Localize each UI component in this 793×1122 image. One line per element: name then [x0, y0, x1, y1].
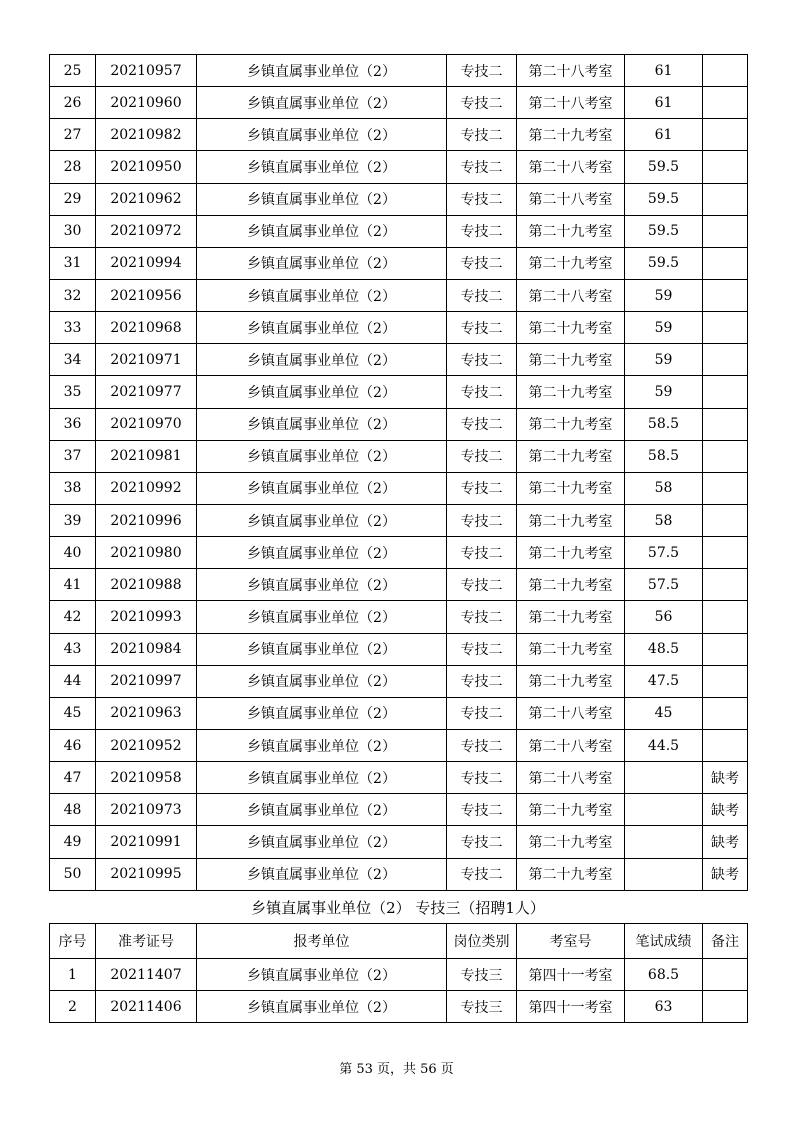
ticket-number-cell: 20210963	[96, 697, 197, 729]
ticket-number-cell: 20210960	[96, 87, 197, 119]
serial-cell: 38	[50, 472, 96, 504]
ticket-number-cell: 20210957	[96, 55, 197, 87]
ticket-number-cell: 20210994	[96, 247, 197, 279]
serial-cell: 29	[50, 183, 96, 215]
serial-cell: 1	[50, 959, 96, 991]
note-cell	[703, 504, 748, 536]
score-cell: 44.5	[625, 729, 703, 761]
note-cell	[703, 959, 748, 991]
note-cell	[703, 247, 748, 279]
note-cell: 缺考	[703, 762, 748, 794]
category-cell: 专技三	[447, 959, 517, 991]
ticket-number-cell: 20210981	[96, 440, 197, 472]
score-cell: 59	[625, 344, 703, 376]
score-cell	[625, 858, 703, 890]
table-row	[50, 858, 748, 890]
category-cell: 专技二	[447, 729, 517, 761]
category-cell: 专技二	[447, 119, 517, 151]
header-category: 岗位类别	[447, 924, 517, 959]
score-cell: 57.5	[625, 569, 703, 601]
table-row	[50, 794, 748, 826]
room-cell: 第二十九考室	[517, 569, 625, 601]
note-cell	[703, 55, 748, 87]
score-cell	[625, 794, 703, 826]
serial-cell: 40	[50, 537, 96, 569]
room-cell: 第四十一考室	[517, 991, 625, 1023]
unit-cell: 乡镇直属事业单位（2）	[197, 408, 447, 440]
room-cell: 第二十九考室	[517, 376, 625, 408]
category-cell: 专技二	[447, 55, 517, 87]
room-cell: 第二十八考室	[517, 183, 625, 215]
unit-cell: 乡镇直属事业单位（2）	[197, 569, 447, 601]
table-row	[50, 665, 748, 697]
note-cell	[703, 569, 748, 601]
category-cell: 专技二	[447, 151, 517, 183]
serial-cell: 30	[50, 215, 96, 247]
room-cell: 第二十九考室	[517, 601, 625, 633]
note-cell	[703, 344, 748, 376]
note-cell	[703, 215, 748, 247]
serial-cell: 31	[50, 247, 96, 279]
room-cell: 第二十八考室	[517, 762, 625, 794]
ticket-number-cell: 20210988	[96, 569, 197, 601]
unit-cell: 乡镇直属事业单位（2）	[197, 697, 447, 729]
score-cell: 59.5	[625, 151, 703, 183]
serial-cell: 36	[50, 408, 96, 440]
room-cell: 第二十八考室	[517, 151, 625, 183]
score-cell: 45	[625, 697, 703, 729]
unit-cell: 乡镇直属事业单位（2）	[197, 826, 447, 858]
results-table-tech3	[49, 923, 748, 1023]
note-cell	[703, 183, 748, 215]
unit-cell: 乡镇直属事业单位（2）	[197, 55, 447, 87]
table-row	[50, 959, 748, 991]
table-row	[50, 826, 748, 858]
serial-cell: 39	[50, 504, 96, 536]
score-cell: 59	[625, 312, 703, 344]
ticket-number-cell: 20210996	[96, 504, 197, 536]
note-cell	[703, 991, 748, 1023]
unit-cell: 乡镇直属事业单位（2）	[197, 87, 447, 119]
serial-cell: 42	[50, 601, 96, 633]
unit-cell: 乡镇直属事业单位（2）	[197, 279, 447, 311]
ticket-number-cell: 20210950	[96, 151, 197, 183]
unit-cell: 乡镇直属事业单位（2）	[197, 959, 447, 991]
category-cell: 专技二	[447, 826, 517, 858]
note-cell	[703, 87, 748, 119]
ticket-number-cell: 20210992	[96, 472, 197, 504]
serial-cell: 46	[50, 729, 96, 761]
unit-cell: 乡镇直属事业单位（2）	[197, 858, 447, 890]
table-row	[50, 504, 748, 536]
unit-cell: 乡镇直属事业单位（2）	[197, 729, 447, 761]
score-cell: 61	[625, 119, 703, 151]
score-cell: 58	[625, 504, 703, 536]
category-cell: 专技三	[447, 991, 517, 1023]
room-cell: 第四十一考室	[517, 959, 625, 991]
category-cell: 专技二	[447, 312, 517, 344]
room-cell: 第二十八考室	[517, 729, 625, 761]
note-cell	[703, 312, 748, 344]
category-cell: 专技二	[447, 504, 517, 536]
score-cell: 47.5	[625, 665, 703, 697]
table-row	[50, 119, 748, 151]
table-row	[50, 537, 748, 569]
unit-cell: 乡镇直属事业单位（2）	[197, 794, 447, 826]
score-cell: 59	[625, 279, 703, 311]
page-footer: 第 53 页，共 56 页	[339, 1062, 454, 1077]
serial-cell: 43	[50, 633, 96, 665]
serial-cell: 37	[50, 440, 96, 472]
results-table-body	[50, 959, 748, 1023]
category-cell: 专技二	[447, 569, 517, 601]
serial-cell: 41	[50, 569, 96, 601]
note-cell	[703, 119, 748, 151]
room-cell: 第二十九考室	[517, 247, 625, 279]
results-table-body	[50, 55, 748, 891]
score-cell: 58.5	[625, 440, 703, 472]
serial-cell: 48	[50, 794, 96, 826]
note-cell	[703, 665, 748, 697]
table-row	[50, 991, 748, 1023]
unit-cell: 乡镇直属事业单位（2）	[197, 601, 447, 633]
room-cell: 第二十九考室	[517, 537, 625, 569]
ticket-number-cell: 20210972	[96, 215, 197, 247]
room-cell: 第二十九考室	[517, 472, 625, 504]
score-cell: 68.5	[625, 959, 703, 991]
note-cell: 缺考	[703, 794, 748, 826]
note-cell: 缺考	[703, 858, 748, 890]
room-cell: 第二十九考室	[517, 794, 625, 826]
note-cell	[703, 408, 748, 440]
room-cell: 第二十九考室	[517, 826, 625, 858]
unit-cell: 乡镇直属事业单位（2）	[197, 183, 447, 215]
unit-cell: 乡镇直属事业单位（2）	[197, 762, 447, 794]
note-cell	[703, 697, 748, 729]
unit-cell: 乡镇直属事业单位（2）	[197, 247, 447, 279]
unit-cell: 乡镇直属事业单位（2）	[197, 665, 447, 697]
note-cell	[703, 537, 748, 569]
ticket-number-cell: 20210968	[96, 312, 197, 344]
header-note: 备注	[703, 924, 748, 959]
unit-cell: 乡镇直属事业单位（2）	[197, 312, 447, 344]
category-cell: 专技二	[447, 183, 517, 215]
table-row	[50, 344, 748, 376]
header-ticket-number: 准考证号	[96, 924, 197, 959]
serial-cell: 49	[50, 826, 96, 858]
table-row	[50, 151, 748, 183]
serial-cell: 28	[50, 151, 96, 183]
serial-cell: 2	[50, 991, 96, 1023]
category-cell: 专技二	[447, 87, 517, 119]
score-cell: 61	[625, 55, 703, 87]
header-serial: 序号	[50, 924, 96, 959]
serial-cell: 50	[50, 858, 96, 890]
table-row	[50, 312, 748, 344]
table-row	[50, 55, 748, 87]
table-header-row	[50, 924, 748, 959]
score-cell: 59.5	[625, 183, 703, 215]
room-cell: 第二十九考室	[517, 119, 625, 151]
category-cell: 专技二	[447, 633, 517, 665]
table-row	[50, 87, 748, 119]
table-row	[50, 633, 748, 665]
ticket-number-cell: 20210971	[96, 344, 197, 376]
note-cell	[703, 729, 748, 761]
note-cell	[703, 472, 748, 504]
category-cell: 专技二	[447, 697, 517, 729]
table-row	[50, 215, 748, 247]
note-cell	[703, 440, 748, 472]
category-cell: 专技二	[447, 247, 517, 279]
category-cell: 专技二	[447, 601, 517, 633]
note-cell	[703, 279, 748, 311]
score-cell: 59.5	[625, 247, 703, 279]
ticket-number-cell: 20211406	[96, 991, 197, 1023]
room-cell: 第二十九考室	[517, 312, 625, 344]
unit-cell: 乡镇直属事业单位（2）	[197, 440, 447, 472]
category-cell: 专技二	[447, 279, 517, 311]
table-row	[50, 569, 748, 601]
category-cell: 专技二	[447, 344, 517, 376]
unit-cell: 乡镇直属事业单位（2）	[197, 344, 447, 376]
score-cell: 57.5	[625, 537, 703, 569]
score-cell: 59	[625, 376, 703, 408]
table-row	[50, 408, 748, 440]
unit-cell: 乡镇直属事业单位（2）	[197, 376, 447, 408]
category-cell: 专技二	[447, 472, 517, 504]
room-cell: 第二十九考室	[517, 633, 625, 665]
header-room: 考室号	[517, 924, 625, 959]
unit-cell: 乡镇直属事业单位（2）	[197, 151, 447, 183]
note-cell	[703, 376, 748, 408]
unit-cell: 乡镇直属事业单位（2）	[197, 472, 447, 504]
room-cell: 第二十九考室	[517, 504, 625, 536]
ticket-number-cell: 20210993	[96, 601, 197, 633]
score-cell: 56	[625, 601, 703, 633]
ticket-number-cell: 20210973	[96, 794, 197, 826]
ticket-number-cell: 20210970	[96, 408, 197, 440]
unit-cell: 乡镇直属事业单位（2）	[197, 991, 447, 1023]
room-cell: 第二十八考室	[517, 697, 625, 729]
serial-cell: 26	[50, 87, 96, 119]
category-cell: 专技二	[447, 762, 517, 794]
room-cell: 第二十八考室	[517, 87, 625, 119]
score-cell: 63	[625, 991, 703, 1023]
serial-cell: 44	[50, 665, 96, 697]
ticket-number-cell: 20210991	[96, 826, 197, 858]
header-unit: 报考单位	[197, 924, 447, 959]
unit-cell: 乡镇直属事业单位（2）	[197, 633, 447, 665]
table-row	[50, 247, 748, 279]
table-row	[50, 762, 748, 794]
unit-cell: 乡镇直属事业单位（2）	[197, 119, 447, 151]
note-cell: 缺考	[703, 826, 748, 858]
table-row	[50, 472, 748, 504]
serial-cell: 25	[50, 55, 96, 87]
serial-cell: 47	[50, 762, 96, 794]
category-cell: 专技二	[447, 440, 517, 472]
score-cell: 59.5	[625, 215, 703, 247]
room-cell: 第二十八考室	[517, 279, 625, 311]
category-cell: 专技二	[447, 537, 517, 569]
ticket-number-cell: 20210982	[96, 119, 197, 151]
serial-cell: 45	[50, 697, 96, 729]
ticket-number-cell: 20210952	[96, 729, 197, 761]
ticket-number-cell: 20210956	[96, 279, 197, 311]
ticket-number-cell: 20211407	[96, 959, 197, 991]
table-row	[50, 697, 748, 729]
category-cell: 专技二	[447, 794, 517, 826]
room-cell: 第二十九考室	[517, 858, 625, 890]
serial-cell: 27	[50, 119, 96, 151]
category-cell: 专技二	[447, 408, 517, 440]
ticket-number-cell: 20210995	[96, 858, 197, 890]
unit-cell: 乡镇直属事业单位（2）	[197, 504, 447, 536]
category-cell: 专技二	[447, 376, 517, 408]
category-cell: 专技二	[447, 215, 517, 247]
results-table-tech2	[49, 54, 748, 891]
ticket-number-cell: 20210958	[96, 762, 197, 794]
header-score: 笔试成绩	[625, 924, 703, 959]
unit-cell: 乡镇直属事业单位（2）	[197, 537, 447, 569]
room-cell: 第二十九考室	[517, 408, 625, 440]
room-cell: 第二十九考室	[517, 215, 625, 247]
table-row	[50, 440, 748, 472]
ticket-number-cell: 20210997	[96, 665, 197, 697]
serial-cell: 33	[50, 312, 96, 344]
score-cell	[625, 826, 703, 858]
note-cell	[703, 633, 748, 665]
category-cell: 专技二	[447, 858, 517, 890]
room-cell: 第二十九考室	[517, 665, 625, 697]
table-row	[50, 729, 748, 761]
score-cell: 61	[625, 87, 703, 119]
score-cell: 58	[625, 472, 703, 504]
note-cell	[703, 151, 748, 183]
score-cell	[625, 762, 703, 794]
serial-cell: 34	[50, 344, 96, 376]
serial-cell: 35	[50, 376, 96, 408]
ticket-number-cell: 20210962	[96, 183, 197, 215]
score-cell: 58.5	[625, 408, 703, 440]
room-cell: 第二十九考室	[517, 344, 625, 376]
room-cell: 第二十八考室	[517, 55, 625, 87]
note-cell	[703, 601, 748, 633]
table-row	[50, 279, 748, 311]
score-cell: 48.5	[625, 633, 703, 665]
room-cell: 第二十九考室	[517, 440, 625, 472]
category-cell: 专技二	[447, 665, 517, 697]
ticket-number-cell: 20210980	[96, 537, 197, 569]
ticket-number-cell: 20210984	[96, 633, 197, 665]
table-row	[50, 376, 748, 408]
serial-cell: 32	[50, 279, 96, 311]
ticket-number-cell: 20210977	[96, 376, 197, 408]
table-row	[50, 183, 748, 215]
table-row	[50, 601, 748, 633]
unit-cell: 乡镇直属事业单位（2）	[197, 215, 447, 247]
section-title: 乡镇直属事业单位（2） 专技三（招聘1人）	[251, 899, 545, 917]
